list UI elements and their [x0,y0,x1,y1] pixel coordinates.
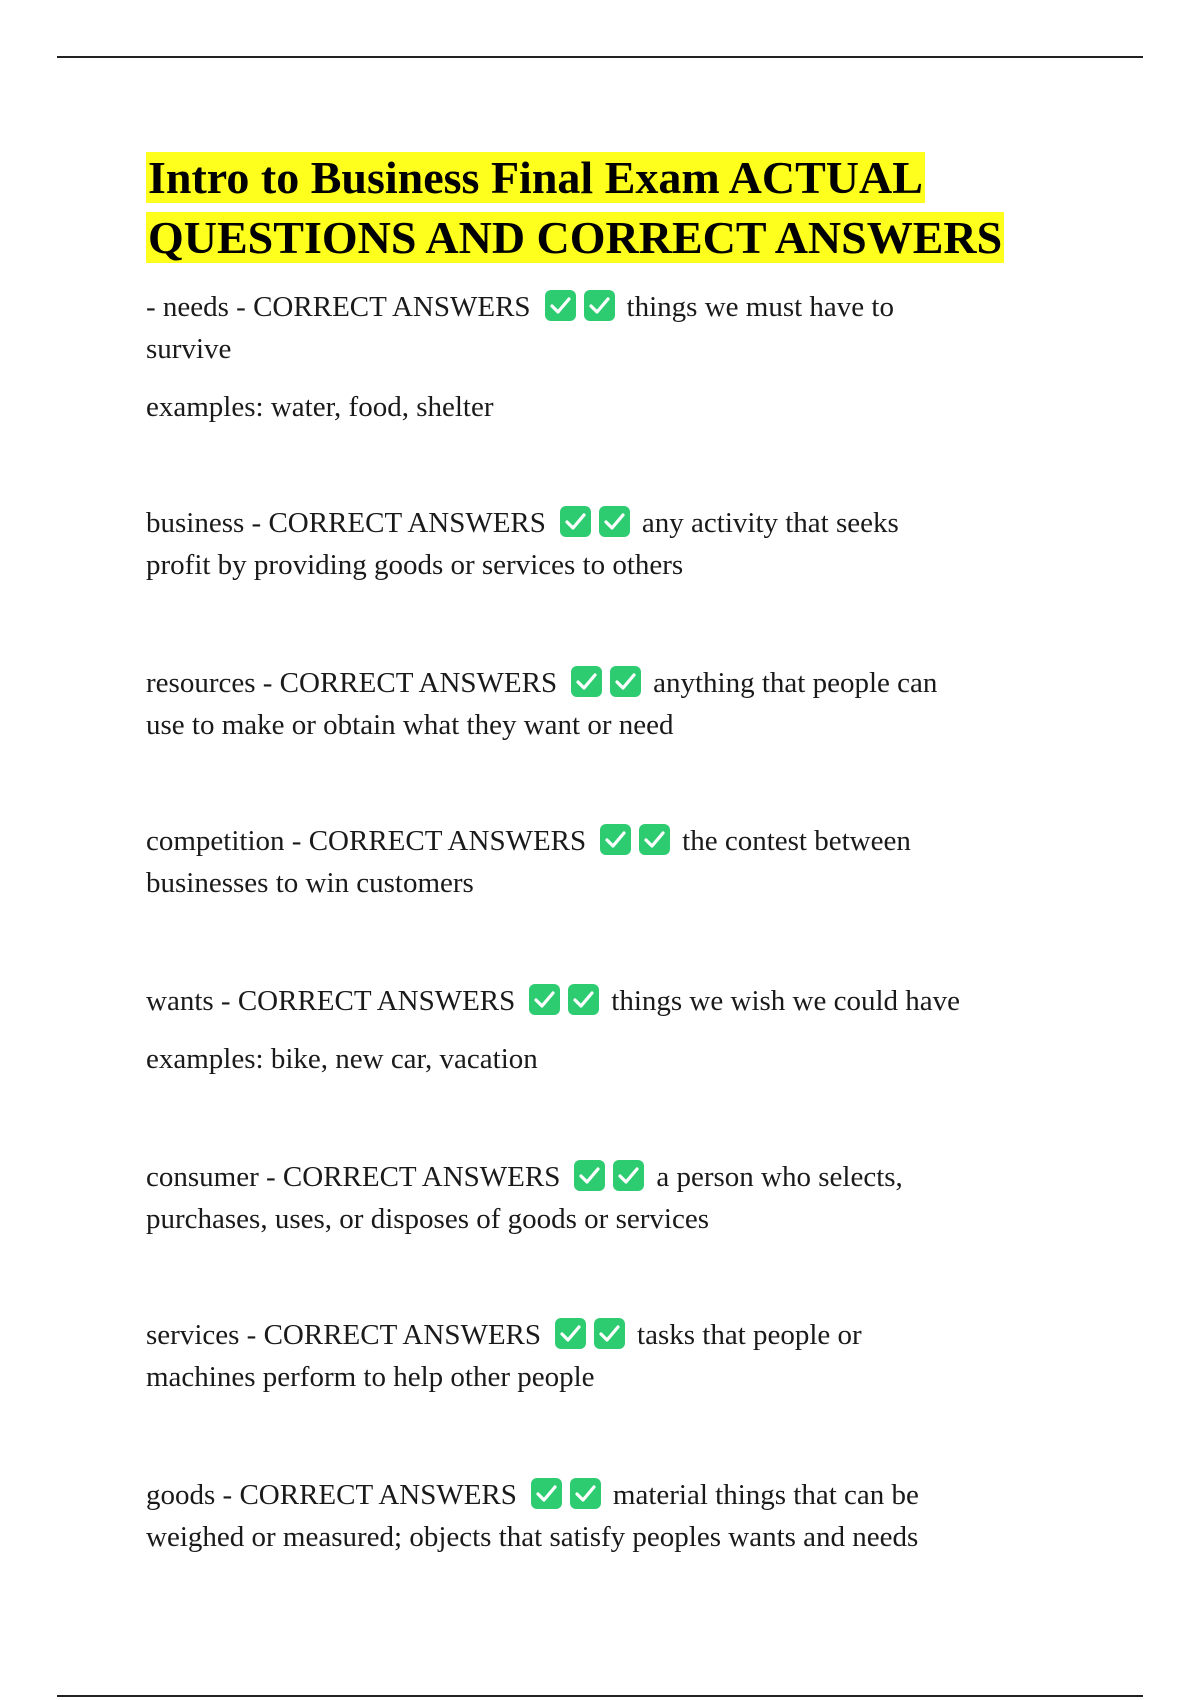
entry-definition: tasks that people or [637,1319,862,1351]
glossary-entry [146,1314,1076,1398]
entry-term: services - [146,1319,264,1351]
entry-term: business - [146,507,269,539]
green-check-icon [560,506,591,537]
entry-definition: anything that people can [653,667,938,699]
top-rule [57,56,1143,58]
entry-term: goods - [146,1479,240,1511]
green-check-icon [555,1318,586,1349]
entry-first-line [146,1314,1076,1356]
green-check-icon [570,1478,601,1509]
entry-definition: material things that can be [612,1479,919,1511]
entry-definition-continued: profit by providing goods or services to others [146,549,684,581]
glossary-entry [146,1474,1076,1558]
green-check-icon [639,824,670,855]
correct-answers-marker: CORRECT ANSWERS [253,291,531,323]
entry-example: examples: water, food, shelter [146,391,494,423]
green-check-icon [600,824,631,855]
correct-answers-marker: CORRECT ANSWERS [237,985,516,1017]
entry-definition: things we must have to [626,291,894,323]
document-body [146,148,1076,268]
entry-first-line [146,286,1076,328]
correct-answers-marker: CORRECT ANSWERS [279,667,558,699]
title-line-1: Intro to Business Final Exam ACTUAL [148,152,923,203]
correct-answers-marker: CORRECT ANSWERS [268,507,546,539]
entry-term: - needs - [146,291,254,323]
green-check-icon [613,1160,644,1191]
entry-term: resources - [146,667,280,699]
entry-first-line [146,1474,1076,1516]
entry-example: examples: bike, new car, vacation [146,1043,538,1075]
entry-term: consumer - [146,1161,283,1193]
entry-definition: any activity that seeks [641,507,899,539]
document-title [146,148,1076,268]
entry-term: wants - [146,985,238,1017]
entry-definition-continued: survive [146,333,232,365]
entry-definition: the contest between [682,825,911,857]
glossary-entry [146,502,1076,586]
glossary-entry [146,662,1076,746]
green-check-icon [568,984,599,1015]
entry-term: competition - [146,825,309,857]
entry-definition-continued: purchases, uses, or disposes of goods or services [146,1203,709,1235]
glossary-entry [146,980,1076,1080]
glossary-entry [146,820,1076,904]
entry-definition-continued: use to make or obtain what they want or need [146,709,674,741]
entry-first-line [146,662,1076,704]
entry-first-line [146,820,1076,862]
green-check-icon [545,290,576,321]
entry-first-line [146,502,1076,544]
green-check-icon [571,666,602,697]
green-check-icon [610,666,641,697]
correct-answers-marker: CORRECT ANSWERS [239,1479,517,1511]
bottom-rule [57,1695,1143,1697]
green-check-icon [584,290,615,321]
entry-first-line [146,980,1076,1022]
entry-first-line [146,1156,1076,1198]
green-check-icon [531,1478,562,1509]
green-check-icon [529,984,560,1015]
glossary-entry [146,1156,1076,1240]
entry-definition-continued: weighed or measured; objects that satisfy peoples wants and needs [146,1521,919,1553]
correct-answers-marker: CORRECT ANSWERS [308,825,587,857]
entry-definition-continued: businesses to win customers [146,867,474,899]
green-check-icon [574,1160,605,1191]
correct-answers-marker: CORRECT ANSWERS [263,1319,542,1351]
glossary-entry [146,286,1076,428]
entry-definition: things we wish we could have [611,985,961,1017]
entry-definition: a person who selects, [656,1161,903,1193]
green-check-icon [594,1318,625,1349]
entry-definition-continued: machines perform to help other people [146,1361,595,1393]
title-line-2: QUESTIONS AND CORRECT ANSWERS [148,212,1003,263]
correct-answers-marker: CORRECT ANSWERS [282,1161,561,1193]
green-check-icon [599,506,630,537]
